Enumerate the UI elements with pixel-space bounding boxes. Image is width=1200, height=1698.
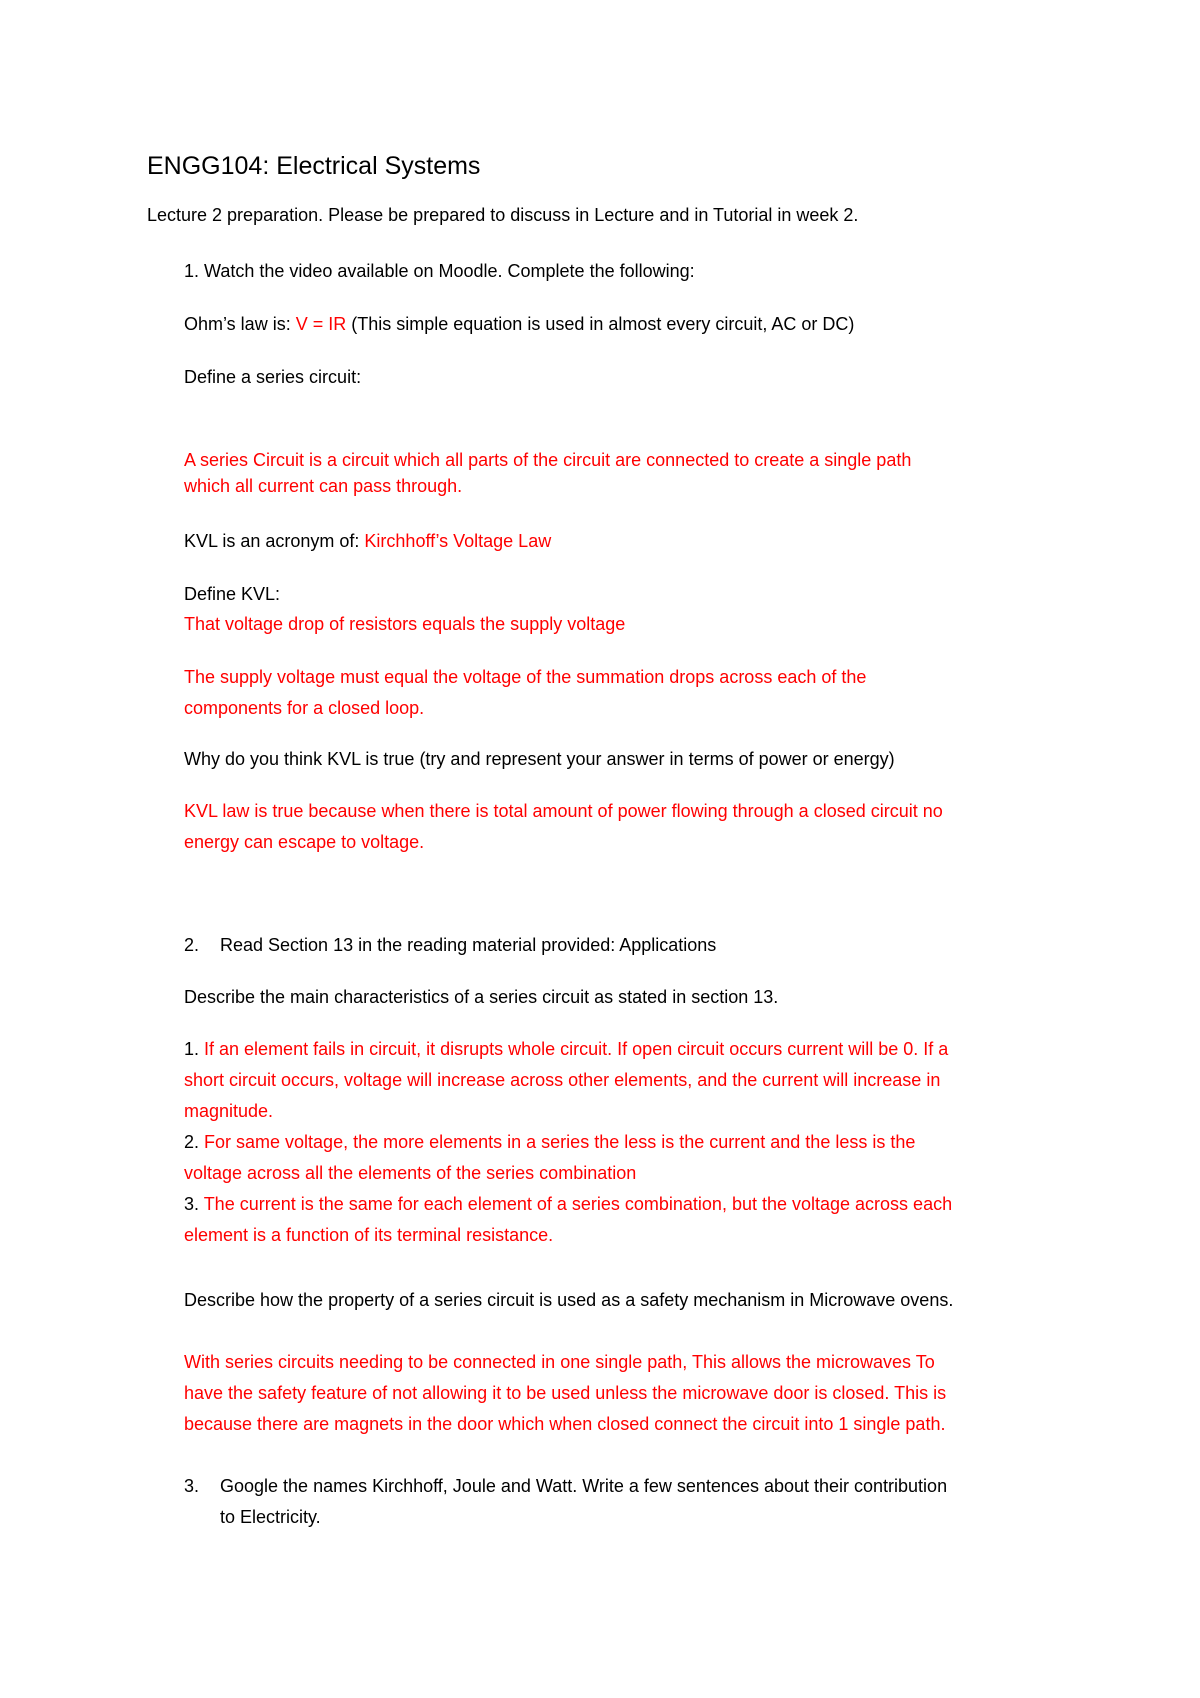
q3-number: 3. [184,1476,200,1496]
q1-heading: 1. Watch the video available on Moodle. Complete the following: [184,261,695,281]
characteristic-1-line-3: magnitude. [184,1101,274,1121]
microwave-prompt: Describe how the property of a series circuit is used as a safety mechanism in Microwave ovens. [184,1290,954,1310]
ohm-law-prompt: Ohm’s law is: [184,314,296,334]
ohm-law-note: (This simple equation is used in almost every circuit, AC or DC) [346,314,855,334]
kvl-acronym-prompt: KVL is an acronym of: [184,531,365,551]
define-kvl-prompt: Define KVL: [184,584,281,604]
characteristic-1-line-1 [184,1035,948,1063]
microwave-answer-line-2: have the safety feature of not allowing it to be used unless the microwave door is closed. This is [184,1383,947,1403]
characteristic-1-line-2: short circuit occurs, voltage will increase across other elements, and the current will increase in [184,1070,941,1090]
document-title: ENGG104: Electrical Systems [147,152,481,180]
characteristic-3-line-1 [184,1190,952,1218]
characteristic-1-text: If an element fails in circuit, it disrupts whole circuit. If open circuit occurs current will be 0. If a [199,1039,949,1059]
kvl-extra-line-2: components for a closed loop. [184,698,425,718]
characteristic-2-text: For same voltage, the more elements in a series the less is the current and the less is the [199,1132,916,1152]
kvl-acronym-answer: Kirchhoff’s Voltage Law [364,531,552,551]
q3-text-line-2: to Electricity. [220,1507,321,1527]
characteristic-3-text: The current is the same for each element of a series combination, but the voltage across each [199,1194,953,1214]
characteristic-2-number: 2. [184,1132,200,1152]
q2-number: 2. [184,935,200,955]
q3-text-line-1: Google the names Kirchhoff, Joule and Watt. Write a few sentences about their contribution [220,1476,948,1496]
ohm-law-line [184,310,854,338]
characteristics-prompt: Describe the main characteristics of a series circuit as stated in section 13. [184,987,779,1007]
kvl-extra-line-1: The supply voltage must equal the voltage of the summation drops across each of the [184,667,867,687]
characteristic-3-line-2: element is a function of its terminal resistance. [184,1225,554,1245]
q2-heading-line [184,931,716,959]
why-kvl-answer-line-2: energy can escape to voltage. [184,832,425,852]
define-kvl-answer: That voltage drop of resistors equals the supply voltage [184,614,626,634]
q3-line-1 [184,1472,947,1500]
microwave-answer-line-1: With series circuits needing to be connected in one single path, This allows the microwaves To [184,1352,935,1372]
kvl-acronym-line [184,527,551,555]
intro-text: Lecture 2 preparation. Please be prepared to discuss in Lecture and in Tutorial in week 2. [147,205,859,225]
series-circuit-prompt: Define a series circuit: [184,367,362,387]
characteristic-2-line-2: voltage across all the elements of the series combination [184,1163,637,1183]
why-kvl-answer-line-1: KVL law is true because when there is total amount of power flowing through a closed circuit no [184,801,943,821]
ohm-law-answer: V = IR [295,314,347,334]
characteristic-3-number: 3. [184,1194,200,1214]
series-circuit-answer-line-2: which all current can pass through. [184,476,463,496]
microwave-answer-line-3: because there are magnets in the door which when closed connect the circuit into 1 single path. [184,1414,946,1434]
characteristic-1-number: 1. [184,1039,200,1059]
series-circuit-answer-line-1: A series Circuit is a circuit which all parts of the circuit are connected to create a single path [184,450,912,470]
why-kvl-prompt: Why do you think KVL is true (try and represent your answer in terms of power or energy) [184,749,895,769]
q2-heading: Read Section 13 in the reading material provided: Applications [220,935,717,955]
characteristic-2-line-1 [184,1128,915,1156]
